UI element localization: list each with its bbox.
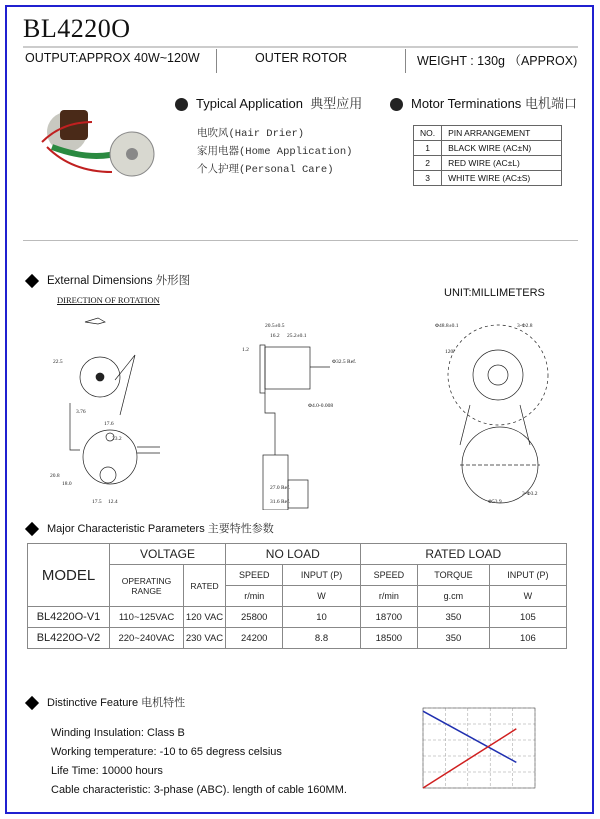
- dim-label: 16.2: [270, 333, 280, 339]
- pin-table: [413, 125, 562, 186]
- cell: 106: [489, 628, 566, 649]
- table-row: [414, 171, 562, 186]
- header-cell: RATED LOAD: [360, 544, 566, 565]
- cell: BL4220O-V1: [28, 607, 110, 628]
- heading-text: Motor Terminations: [411, 96, 522, 111]
- cell: 110~125VAC: [110, 607, 184, 628]
- cell: 3: [414, 171, 442, 186]
- header-cell: NO.: [414, 126, 442, 141]
- dim-label: 3.76: [76, 409, 86, 415]
- cell: 18700: [360, 607, 417, 628]
- cell: 24200: [226, 628, 283, 649]
- feature-item: Life Time: 10000 hours: [51, 765, 163, 777]
- header-cell: VOLTAGE: [110, 544, 226, 565]
- dim-label: 23.2: [112, 436, 122, 442]
- dim-label: 17.5: [92, 499, 102, 505]
- rotor-spec: OUTER ROTOR: [255, 51, 348, 65]
- header-cell: INPUT (P): [489, 565, 566, 586]
- dim-label: 31.6 Ref.: [270, 499, 291, 505]
- divider: [23, 240, 578, 241]
- header-cell: TORQUE: [418, 565, 490, 586]
- heading-text: Distinctive Feature: [47, 697, 139, 709]
- diamond-icon: [25, 522, 39, 536]
- dim-label: 27.0 Ref.: [270, 485, 291, 491]
- header-cell: NO LOAD: [226, 544, 361, 565]
- dimension-drawings: [20, 305, 590, 510]
- dim-label: 25.2±0.1: [287, 333, 307, 339]
- unit-cell: g.cm: [418, 586, 490, 607]
- unit-label: UNIT:MILLIMETERS: [444, 287, 545, 299]
- weight-spec: WEIGHT : 130g （APPROX): [417, 54, 578, 68]
- table-row: [28, 607, 567, 628]
- cell: BLACK WIRE (AC±N): [442, 141, 562, 156]
- cell: 120 VAC: [184, 607, 226, 628]
- feature-item: Working temperature: -10 to 65 degress celsius: [51, 746, 282, 758]
- heading-text: Major Characteristic Parameters: [47, 523, 205, 535]
- unit-cell: W: [489, 586, 566, 607]
- parameters-heading: [27, 520, 274, 536]
- heading-text: Typical Application: [196, 96, 303, 111]
- unit-cell: r/min: [226, 586, 283, 607]
- cell: 10: [283, 607, 360, 628]
- output-spec: OUTPUT:APPROX 40W~120W: [25, 51, 200, 65]
- dim-label: Φ48.8±0.1: [435, 323, 459, 329]
- cell: 230 VAC: [184, 628, 226, 649]
- bullet-icon: [390, 98, 403, 111]
- diamond-icon: [25, 696, 39, 710]
- dim-label: Φ53.9: [488, 499, 502, 505]
- parameters-table: [27, 543, 567, 649]
- heading-cn: 电机端口: [524, 97, 577, 112]
- feature-item: Winding Insulation: Class B: [51, 727, 185, 739]
- motor-photo: [32, 92, 167, 184]
- heading-cn: 典型应用: [310, 97, 363, 112]
- cell: 2: [414, 156, 442, 171]
- cell: 8.8: [283, 628, 360, 649]
- rotation-label: DIRECTION OF ROTATION: [57, 295, 160, 305]
- motor-terminations-heading: [390, 93, 577, 112]
- dim-label: 1.2: [242, 347, 249, 353]
- page-title: BL4220O: [23, 14, 131, 43]
- typical-application-heading: [175, 93, 362, 112]
- divider: [23, 46, 578, 48]
- cell: BL4220O-V2: [28, 628, 110, 649]
- dim-label: 17.6: [104, 421, 114, 427]
- cell: 350: [418, 607, 490, 628]
- dim-label: 20.8: [50, 473, 60, 479]
- application-item: 家用电器(Home Application): [197, 146, 353, 158]
- cell: 25800: [226, 607, 283, 628]
- application-item: 个人护理(Personal Care): [197, 164, 334, 176]
- table-row: [414, 141, 562, 156]
- table-header: [28, 544, 567, 565]
- heading-cn: 电机特性: [141, 696, 186, 709]
- cell: 350: [418, 628, 490, 649]
- dim-label: Φ32.5 Ref.: [332, 359, 357, 365]
- dim-label: 18.0: [62, 481, 72, 487]
- header-cell: OPERATING RANGE: [110, 565, 184, 607]
- application-item: 电吹风(Hair Drier): [197, 128, 305, 140]
- cell: RED WIRE (AC±L): [442, 156, 562, 171]
- unit-cell: W: [283, 586, 360, 607]
- dim-label: 22.5: [53, 359, 63, 365]
- header-cell: PIN ARRANGEMENT: [442, 126, 562, 141]
- dim-label: 12.4: [108, 499, 118, 505]
- external-dimensions-heading: [27, 272, 190, 288]
- cell: 18500: [360, 628, 417, 649]
- performance-chart: [395, 700, 555, 800]
- cell: 105: [489, 607, 566, 628]
- series-line-current: [423, 729, 516, 788]
- cell: WHITE WIRE (AC±S): [442, 171, 562, 186]
- cell: 1: [414, 141, 442, 156]
- table-row: [28, 628, 567, 649]
- dim-label: 120°: [445, 349, 456, 355]
- header-cell: INPUT (P): [283, 565, 360, 586]
- table-header: [414, 126, 562, 141]
- dim-label: Φ4.0-0.008: [308, 403, 334, 409]
- header-cell: MODEL: [28, 544, 110, 607]
- dim-label: 3-Φ3.2: [522, 491, 538, 497]
- feature-item: Cable characteristic: 3-phase (ABC). length of cable 160MM.: [51, 784, 347, 796]
- divider: [216, 49, 217, 73]
- header-cell: SPEED: [360, 565, 417, 586]
- heading-text: External Dimensions: [47, 275, 153, 287]
- header-cell: SPEED: [226, 565, 283, 586]
- heading-cn: 外形图: [155, 273, 191, 287]
- heading-cn: 主要特性参数: [207, 522, 274, 535]
- divider: [405, 49, 406, 73]
- unit-cell: r/min: [360, 586, 417, 607]
- table-row: [414, 156, 562, 171]
- bullet-icon: [175, 98, 188, 111]
- header-cell: RATED: [184, 565, 226, 607]
- dim-label: 20.5±0.5: [265, 323, 285, 329]
- rotation-arrow-icon: [85, 318, 105, 324]
- dim-label: 3-Φ2.8: [517, 323, 533, 329]
- features-heading: [27, 694, 185, 710]
- cell: 220~240VAC: [110, 628, 184, 649]
- diamond-icon: [25, 274, 39, 288]
